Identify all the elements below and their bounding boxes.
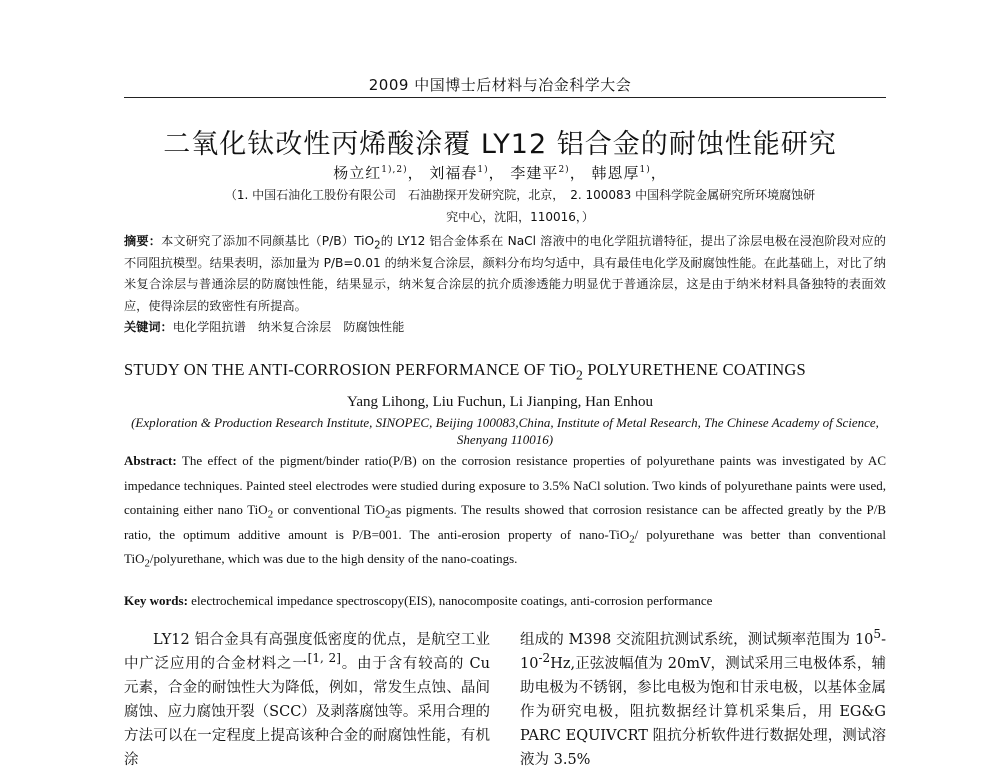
author-name: 杨立红 bbox=[333, 164, 382, 182]
author-affiliation-mark: 1),2) bbox=[381, 165, 408, 175]
subscript: 2 bbox=[576, 367, 584, 383]
affiliation-english: (Exploration & Production Research Institute, SINOPEC, Beijing 100083,China, Institute of Metal Research, The Chinese Academy of Science, Shenyang 110016) bbox=[131, 415, 879, 447]
title-text: POLYURETHENE COATINGS bbox=[583, 360, 806, 379]
authors-english: Yang Lihong, Liu Fuchun, Li Jianping, Han Enhou bbox=[347, 394, 653, 410]
author-affiliation-mark: 2) bbox=[558, 165, 570, 175]
abstract-text: 的 LY12 铝合金体系在 NaCl 溶液中的电化学阻抗谱特征，提出了涂层电极在浸泡阶段对应的不同阻抗模型。结果表明，添加量为 P/B=0.01 的纳米复合涂层，颜料分布均匀适中，具有最佳电化学及耐腐蚀性能。在此基础上，对比了纳米复合涂层与普通涂层的防腐蚀性能，结果显示，纳米复合涂层的抗介质渗透能力明显优于普通涂层，这是由于纳米材料具备独特的表面效应，使得涂层的致密性有所提高。 bbox=[124, 234, 886, 313]
body-text: Hz,正弦波幅值为 20mV，测试采用三电极体系，辅助电极为不锈钢，参比电极为饱和甘汞电极，以基体金属作为研究电极，阻抗数据经计算机采集后，用 EG&G PARC EQUIVCRT 阻抗分析软件进行数据处理，测试溶液为 3.5% bbox=[520, 656, 886, 768]
subscript: 2 bbox=[385, 508, 391, 521]
abstract-label: 摘要： bbox=[124, 234, 162, 248]
abstract-text: The effect of the pigment/binder ratio(P/B) on the corrosion resistance properties of polyurethane paints was investigated by AC impedance techniques. Painted steel electrodes were studied during exposure to 3.5% NaCl solution. Two kinds of polyurethane paints were used, containing either nano TiO bbox=[124, 453, 886, 518]
authors-chinese: 杨立红$^{1),2)}$， 刘福春$^{1)}$， 李建平$^{2)}$， 韩恩厚$^{1)}$， bbox=[333, 164, 667, 182]
body-text: 。由于含有较高的 Cu 元素，合金的耐蚀性大为降低，例如，常发生点蚀、晶间腐蚀、应力腐蚀开裂（SCC）及剥落腐蚀等。采用合理的方法可以在一定程度上提高该种合金的耐腐蚀性能，有机涂 bbox=[124, 656, 490, 768]
keywords-label: 关键词： bbox=[124, 320, 173, 334]
citation: [1, 2] bbox=[307, 651, 341, 666]
keywords-text: electrochemical impedance spectroscopy(EIS), nanocomposite coatings, anti-corrosion performance bbox=[187, 593, 713, 608]
abstract-chinese bbox=[124, 231, 886, 339]
conference-header: 2009 中国博士后材料与冶金科学大会 bbox=[368, 76, 632, 94]
keywords-chinese bbox=[124, 317, 886, 339]
title-chinese: 二氧化钛改性丙烯酸涂覆 LY12 铝合金的耐蚀性能研究 bbox=[163, 129, 837, 160]
author-name: 韩恩厚 bbox=[591, 164, 640, 182]
body-column-left bbox=[124, 628, 490, 772]
exponent: -2 bbox=[538, 651, 551, 666]
affiliation-line: （1. 中国石油化工股份有限公司 石油勘探开发研究院，北京， 2. 100083 中国科学院金属研究所环境腐蚀研 bbox=[224, 188, 816, 202]
title-english bbox=[124, 360, 886, 383]
subscript: 2 bbox=[374, 240, 381, 252]
subscript: 2 bbox=[144, 557, 150, 570]
subscript: 2 bbox=[629, 533, 635, 546]
author-name: 刘福春 bbox=[429, 164, 478, 182]
abstract-text: or conventional TiO bbox=[273, 502, 386, 518]
affiliation-chinese bbox=[150, 184, 890, 228]
author-name: 李建平 bbox=[510, 164, 559, 182]
body-text: 组成的 M398 交流阻抗测试系统，测试频率范围为 10 bbox=[520, 632, 874, 648]
body-text: -10 bbox=[520, 632, 886, 672]
header-rule bbox=[124, 97, 886, 98]
keywords-text: 电化学阻抗谱 纳米复合涂层 防腐蚀性能 bbox=[172, 320, 405, 334]
abstract-text: as pigments. The results showed that corrosion resistance can be affected greatly by the P/B ratio, the optimum additive amount is P/B=001. The anti-erosion property of nano-TiO bbox=[124, 502, 886, 542]
author-affiliation-mark: 1) bbox=[639, 165, 651, 175]
keywords-english bbox=[124, 593, 886, 609]
title-text: STUDY ON THE ANTI-CORROSION PERFORMANCE OF TiO bbox=[124, 360, 577, 379]
affiliation-line: 究中心，沈阳，110016，） bbox=[446, 210, 594, 224]
exponent: 5 bbox=[873, 627, 882, 642]
subscript: 2 bbox=[267, 508, 274, 521]
author-affiliation-mark: 1) bbox=[477, 165, 489, 175]
abstract-label: Abstract: bbox=[124, 453, 177, 468]
abstract-english bbox=[124, 449, 886, 572]
keywords-label: Key words: bbox=[124, 593, 188, 608]
abstract-text: / polyurethane was better than conventional TiO bbox=[124, 526, 887, 567]
body-column-right bbox=[520, 628, 886, 772]
abstract-text: 本文研究了添加不同颜基比（P/B）TiO bbox=[161, 234, 375, 248]
abstract-text: /polyurethane, which was due to the high density of the nano-coatings. bbox=[149, 551, 518, 567]
body-text: LY12 铝合金具有高强度低密度的优点，是航空工业中广泛应用的合金材料之一 bbox=[124, 632, 490, 672]
